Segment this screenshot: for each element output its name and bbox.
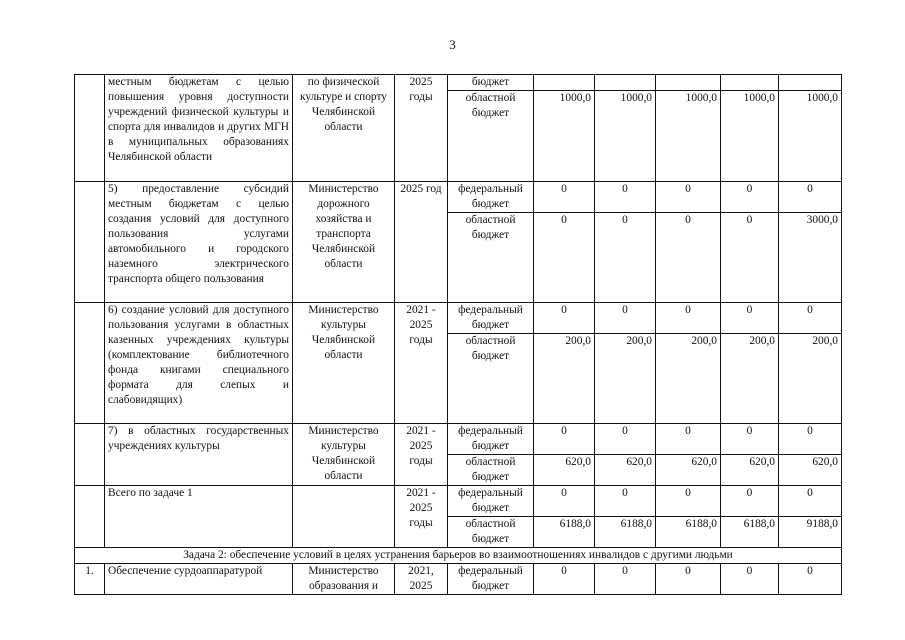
value-cell: 0 (779, 303, 842, 334)
funding-source-cell: федеральный бюджет (448, 564, 534, 595)
row-number-cell (75, 182, 105, 303)
table-row (75, 182, 842, 213)
value-cell: 0 (656, 564, 721, 595)
value-cell: 0 (656, 182, 721, 213)
task-header-row (75, 548, 842, 564)
value-cell: 6188,0 (595, 517, 656, 548)
value-cell: 0 (721, 182, 779, 213)
value-cell (721, 75, 779, 91)
value-cell: 0 (595, 303, 656, 334)
executor-cell: Министерство культуры Челябинской области (293, 424, 395, 486)
value-cell: 0 (656, 424, 721, 455)
executor-cell: Министерство культуры Челябинской области (293, 303, 395, 424)
funding-source-cell: областной бюджет (448, 334, 534, 424)
funding-source-cell: федеральный бюджет (448, 182, 534, 213)
executor-cell: Министерство дорожного хозяйства и транспорта Челябинской области (293, 182, 395, 303)
period-cell: 2025 годы (395, 75, 448, 182)
period-cell: 2021, 2025 (395, 564, 448, 595)
value-cell: 0 (595, 182, 656, 213)
value-cell: 1000,0 (534, 91, 595, 182)
measure-description: местным бюджетам с целью повышения уровня доступности учреждений физической культуры и спорта для инвалидов и других МГН в муниципальных образованиях Челябинской области (105, 75, 293, 182)
value-cell: 200,0 (595, 334, 656, 424)
value-cell: 620,0 (779, 455, 842, 486)
program-table (74, 74, 842, 595)
total-label: Всего по задаче 1 (105, 486, 293, 548)
page-number: 3 (449, 37, 456, 52)
value-cell: 0 (595, 564, 656, 595)
funding-source-cell: федеральный бюджет (448, 486, 534, 517)
value-cell: 0 (534, 303, 595, 334)
value-cell: 0 (534, 564, 595, 595)
value-cell: 0 (721, 486, 779, 517)
value-cell: 620,0 (721, 455, 779, 486)
value-cell: 1000,0 (656, 91, 721, 182)
value-cell: 0 (656, 213, 721, 303)
value-cell: 1000,0 (779, 91, 842, 182)
task-2-title: Задача 2: обеспечение условий в целях устранения барьеров во взаимоотношениях инвалидов с другими людьми (75, 548, 842, 564)
value-cell: 200,0 (534, 334, 595, 424)
value-cell: 0 (779, 486, 842, 517)
row-number-cell (75, 486, 105, 548)
value-cell: 200,0 (721, 334, 779, 424)
funding-source-cell: областной бюджет (448, 213, 534, 303)
value-cell (534, 75, 595, 91)
value-cell (779, 75, 842, 91)
value-cell: 9188,0 (779, 517, 842, 548)
value-cell: 6188,0 (721, 517, 779, 548)
value-cell: 0 (721, 424, 779, 455)
executor-cell: по физической культуре и спорту Челябинской области (293, 75, 395, 182)
table-row (75, 75, 842, 91)
value-cell: 0 (534, 424, 595, 455)
funding-source-cell: областной бюджет (448, 517, 534, 548)
measure-description: 5) предоставление субсидий местным бюджетам с целью создания условий для доступного пользования услугами автомобильного и городского наземного электрического транспорта общего пользования (105, 182, 293, 303)
value-cell: 620,0 (595, 455, 656, 486)
value-cell (595, 75, 656, 91)
value-cell: 620,0 (656, 455, 721, 486)
value-cell: 200,0 (656, 334, 721, 424)
measure-description: Обеспечение сурдоаппаратурой (105, 564, 293, 595)
measure-description: 6) создание условий для доступного пользования услугами в областных казенных учреждениях культуры (комплектование библиотечного фонда книгами специального формата для слепых и слабовидящих) (105, 303, 293, 424)
value-cell: 3000,0 (779, 213, 842, 303)
value-cell: 0 (779, 564, 842, 595)
table-row (75, 303, 842, 334)
executor-cell: Министерство образования и (293, 564, 395, 595)
value-cell: 0 (779, 182, 842, 213)
value-cell: 1000,0 (721, 91, 779, 182)
value-cell: 0 (534, 182, 595, 213)
executor-cell (293, 486, 395, 548)
period-cell: 2021 - 2025 годы (395, 486, 448, 548)
value-cell: 1000,0 (595, 91, 656, 182)
value-cell: 0 (595, 486, 656, 517)
value-cell: 200,0 (779, 334, 842, 424)
value-cell (656, 75, 721, 91)
value-cell: 0 (656, 303, 721, 334)
period-cell: 2025 год (395, 182, 448, 303)
table-row (75, 424, 842, 455)
period-cell: 2021 - 2025 годы (395, 303, 448, 424)
value-cell: 0 (595, 424, 656, 455)
value-cell: 0 (656, 486, 721, 517)
value-cell: 6188,0 (656, 517, 721, 548)
row-number-cell: 1. (75, 564, 105, 595)
funding-source-cell: федеральный бюджет (448, 424, 534, 455)
row-number-cell (75, 424, 105, 486)
value-cell: 0 (721, 564, 779, 595)
table-row (75, 486, 842, 517)
period-cell: 2021 - 2025 годы (395, 424, 448, 486)
funding-source-cell: федеральный бюджет (448, 303, 534, 334)
funding-source-cell: областной бюджет (448, 455, 534, 486)
value-cell: 0 (534, 486, 595, 517)
value-cell: 0 (721, 303, 779, 334)
funding-source-cell: областной бюджет (448, 91, 534, 182)
value-cell: 0 (779, 424, 842, 455)
value-cell: 0 (595, 213, 656, 303)
funding-source-cell: бюджет (448, 75, 534, 91)
value-cell: 620,0 (534, 455, 595, 486)
row-number-cell (75, 303, 105, 424)
value-cell: 0 (721, 213, 779, 303)
value-cell: 6188,0 (534, 517, 595, 548)
table-row (75, 564, 842, 595)
measure-description: 7) в областных государственных учреждениях культуры (105, 424, 293, 486)
value-cell: 0 (534, 213, 595, 303)
row-number-cell (75, 75, 105, 182)
